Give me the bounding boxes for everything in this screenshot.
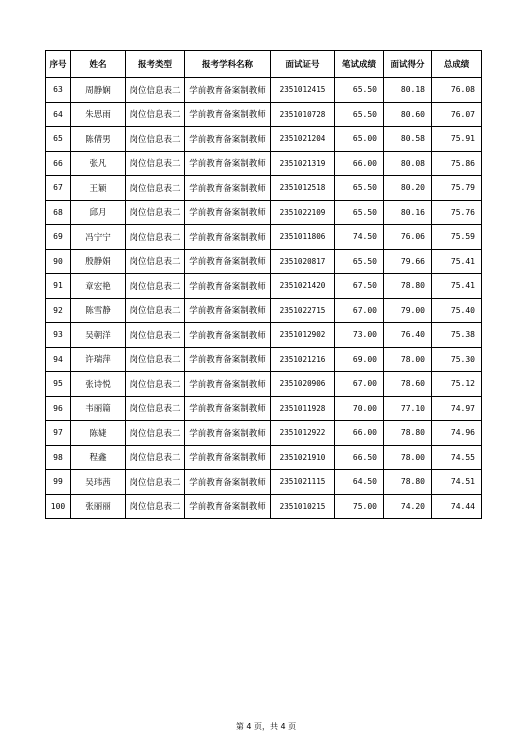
cell-total-score: 75.41	[432, 249, 482, 274]
cell-interview-id: 2351020906	[271, 372, 335, 397]
cell-exam-type: 岗位信息表二	[126, 421, 185, 446]
cell-exam-type: 岗位信息表二	[126, 298, 185, 323]
cell-interview-score: 80.18	[384, 78, 432, 103]
cell-written-score: 64.50	[335, 470, 384, 495]
cell-interview-score: 78.00	[384, 445, 432, 470]
cell-subject: 学前教育备案制教师	[185, 470, 271, 495]
cell-index: 68	[46, 200, 71, 225]
cell-subject: 学前教育备案制教师	[185, 372, 271, 397]
cell-interview-id: 2351011806	[271, 225, 335, 250]
table-row	[46, 249, 482, 274]
cell-subject: 学前教育备案制教师	[185, 421, 271, 446]
cell-interview-id: 2351022715	[271, 298, 335, 323]
cell-subject: 学前教育备案制教师	[185, 274, 271, 299]
cell-written-score: 67.00	[335, 298, 384, 323]
cell-interview-score: 79.66	[384, 249, 432, 274]
cell-interview-score: 74.20	[384, 494, 432, 519]
cell-written-score: 65.00	[335, 127, 384, 152]
cell-exam-type: 岗位信息表二	[126, 445, 185, 470]
cell-exam-type: 岗位信息表二	[126, 102, 185, 127]
cell-interview-id: 2351021420	[271, 274, 335, 299]
cell-index: 93	[46, 323, 71, 348]
cell-total-score: 74.44	[432, 494, 482, 519]
cell-written-score: 65.50	[335, 102, 384, 127]
table-row	[46, 421, 482, 446]
cell-exam-type: 岗位信息表二	[126, 78, 185, 103]
cell-index: 90	[46, 249, 71, 274]
cell-written-score: 66.00	[335, 421, 384, 446]
table-row	[46, 494, 482, 519]
header-cell-name: 姓名	[71, 51, 126, 78]
cell-exam-type: 岗位信息表二	[126, 396, 185, 421]
cell-total-score: 75.91	[432, 127, 482, 152]
cell-name: 程鑫	[71, 445, 126, 470]
cell-index: 63	[46, 78, 71, 103]
cell-interview-id: 2351012518	[271, 176, 335, 201]
cell-subject: 学前教育备案制教师	[185, 176, 271, 201]
cell-exam-type: 岗位信息表二	[126, 372, 185, 397]
cell-interview-score: 78.80	[384, 470, 432, 495]
cell-index: 94	[46, 347, 71, 372]
cell-index: 99	[46, 470, 71, 495]
header-cell-exam-type: 报考类型	[126, 51, 185, 78]
table-row	[46, 470, 482, 495]
cell-subject: 学前教育备案制教师	[185, 151, 271, 176]
cell-written-score: 67.50	[335, 274, 384, 299]
cell-total-score: 74.55	[432, 445, 482, 470]
cell-written-score: 65.50	[335, 78, 384, 103]
cell-exam-type: 岗位信息表二	[126, 249, 185, 274]
cell-name: 陈婕	[71, 421, 126, 446]
cell-name: 韦丽篇	[71, 396, 126, 421]
cell-total-score: 74.97	[432, 396, 482, 421]
cell-total-score: 76.07	[432, 102, 482, 127]
cell-interview-score: 80.16	[384, 200, 432, 225]
cell-interview-id: 2351012902	[271, 323, 335, 348]
cell-subject: 学前教育备案制教师	[185, 78, 271, 103]
table-row	[46, 225, 482, 250]
cell-interview-id: 2351021319	[271, 151, 335, 176]
cell-interview-id: 2351011928	[271, 396, 335, 421]
table-row	[46, 323, 482, 348]
cell-name: 许瑞萍	[71, 347, 126, 372]
cell-interview-score: 78.80	[384, 421, 432, 446]
cell-written-score: 66.00	[335, 151, 384, 176]
cell-name: 邱月	[71, 200, 126, 225]
table-row	[46, 127, 482, 152]
cell-interview-score: 77.10	[384, 396, 432, 421]
cell-interview-id: 2351010728	[271, 102, 335, 127]
cell-total-score: 75.86	[432, 151, 482, 176]
cell-index: 98	[46, 445, 71, 470]
cell-name: 王颖	[71, 176, 126, 201]
cell-total-score: 74.96	[432, 421, 482, 446]
table-row	[46, 274, 482, 299]
cell-interview-id: 2351021115	[271, 470, 335, 495]
cell-total-score: 75.12	[432, 372, 482, 397]
cell-name: 张凡	[71, 151, 126, 176]
cell-total-score: 75.76	[432, 200, 482, 225]
header-cell-interview-id: 面试证号	[271, 51, 335, 78]
cell-name: 吴朝洋	[71, 323, 126, 348]
cell-interview-id: 2351021204	[271, 127, 335, 152]
cell-subject: 学前教育备案制教师	[185, 298, 271, 323]
cell-written-score: 70.00	[335, 396, 384, 421]
cell-exam-type: 岗位信息表二	[126, 274, 185, 299]
cell-interview-score: 79.00	[384, 298, 432, 323]
cell-index: 96	[46, 396, 71, 421]
table-header-row	[46, 51, 482, 78]
cell-interview-score: 78.60	[384, 372, 432, 397]
table-body	[46, 78, 482, 519]
cell-interview-score: 80.58	[384, 127, 432, 152]
cell-total-score: 75.79	[432, 176, 482, 201]
cell-written-score: 67.00	[335, 372, 384, 397]
cell-interview-id: 2351021910	[271, 445, 335, 470]
cell-interview-id: 2351021216	[271, 347, 335, 372]
table-row	[46, 445, 482, 470]
cell-exam-type: 岗位信息表二	[126, 347, 185, 372]
header-cell-subject: 报考学科名称	[185, 51, 271, 78]
cell-subject: 学前教育备案制教师	[185, 127, 271, 152]
cell-written-score: 66.50	[335, 445, 384, 470]
cell-subject: 学前教育备案制教师	[185, 445, 271, 470]
cell-written-score: 65.50	[335, 176, 384, 201]
table-row	[46, 102, 482, 127]
cell-interview-score: 80.60	[384, 102, 432, 127]
cell-name: 陈倩男	[71, 127, 126, 152]
cell-exam-type: 岗位信息表二	[126, 225, 185, 250]
cell-interview-id: 2351020817	[271, 249, 335, 274]
cell-subject: 学前教育备案制教师	[185, 249, 271, 274]
cell-exam-type: 岗位信息表二	[126, 494, 185, 519]
cell-index: 66	[46, 151, 71, 176]
table-row	[46, 176, 482, 201]
cell-name: 张丽丽	[71, 494, 126, 519]
table-row	[46, 200, 482, 225]
cell-total-score: 74.51	[432, 470, 482, 495]
cell-written-score: 75.00	[335, 494, 384, 519]
cell-subject: 学前教育备案制教师	[185, 396, 271, 421]
cell-name: 冯宁宁	[71, 225, 126, 250]
header-cell-total-score: 总成绩	[432, 51, 482, 78]
cell-subject: 学前教育备案制教师	[185, 102, 271, 127]
table-row	[46, 78, 482, 103]
cell-subject: 学前教育备案制教师	[185, 323, 271, 348]
cell-total-score: 75.41	[432, 274, 482, 299]
cell-subject: 学前教育备案制教师	[185, 225, 271, 250]
cell-index: 64	[46, 102, 71, 127]
header-cell-written-score: 笔试成绩	[335, 51, 384, 78]
cell-index: 92	[46, 298, 71, 323]
cell-name: 朱思雨	[71, 102, 126, 127]
cell-name: 殷静娟	[71, 249, 126, 274]
cell-index: 65	[46, 127, 71, 152]
results-table	[45, 50, 482, 519]
cell-index: 67	[46, 176, 71, 201]
cell-total-score: 75.59	[432, 225, 482, 250]
cell-total-score: 75.30	[432, 347, 482, 372]
header-cell-interview-score: 面试得分	[384, 51, 432, 78]
cell-interview-score: 76.40	[384, 323, 432, 348]
cell-interview-score: 80.20	[384, 176, 432, 201]
cell-subject: 学前教育备案制教师	[185, 200, 271, 225]
cell-name: 陈雪静	[71, 298, 126, 323]
cell-interview-id: 2351012415	[271, 78, 335, 103]
cell-exam-type: 岗位信息表二	[126, 323, 185, 348]
cell-interview-id: 2351012922	[271, 421, 335, 446]
table-row	[46, 396, 482, 421]
cell-name: 张诗悦	[71, 372, 126, 397]
cell-index: 91	[46, 274, 71, 299]
cell-interview-id: 2351010215	[271, 494, 335, 519]
cell-written-score: 73.00	[335, 323, 384, 348]
table-row	[46, 347, 482, 372]
cell-index: 95	[46, 372, 71, 397]
cell-interview-score: 78.00	[384, 347, 432, 372]
cell-total-score: 75.40	[432, 298, 482, 323]
cell-index: 97	[46, 421, 71, 446]
cell-written-score: 65.50	[335, 249, 384, 274]
cell-interview-score: 76.06	[384, 225, 432, 250]
cell-name: 章宏艳	[71, 274, 126, 299]
cell-name: 吴玮茜	[71, 470, 126, 495]
page-footer: 第 4 页，共 4 页	[235, 722, 297, 731]
cell-exam-type: 岗位信息表二	[126, 200, 185, 225]
cell-total-score: 75.38	[432, 323, 482, 348]
table-row	[46, 372, 482, 397]
header-cell-index: 序号	[46, 51, 71, 78]
cell-index: 100	[46, 494, 71, 519]
cell-written-score: 65.50	[335, 200, 384, 225]
cell-exam-type: 岗位信息表二	[126, 470, 185, 495]
cell-name: 周静娴	[71, 78, 126, 103]
cell-subject: 学前教育备案制教师	[185, 494, 271, 519]
cell-interview-score: 80.08	[384, 151, 432, 176]
cell-written-score: 69.00	[335, 347, 384, 372]
cell-index: 69	[46, 225, 71, 250]
cell-subject: 学前教育备案制教师	[185, 347, 271, 372]
cell-total-score: 76.08	[432, 78, 482, 103]
cell-exam-type: 岗位信息表二	[126, 151, 185, 176]
cell-interview-score: 78.80	[384, 274, 432, 299]
cell-exam-type: 岗位信息表二	[126, 176, 185, 201]
table-row	[46, 298, 482, 323]
table-row	[46, 151, 482, 176]
cell-interview-id: 2351022109	[271, 200, 335, 225]
cell-written-score: 74.50	[335, 225, 384, 250]
cell-exam-type: 岗位信息表二	[126, 127, 185, 152]
